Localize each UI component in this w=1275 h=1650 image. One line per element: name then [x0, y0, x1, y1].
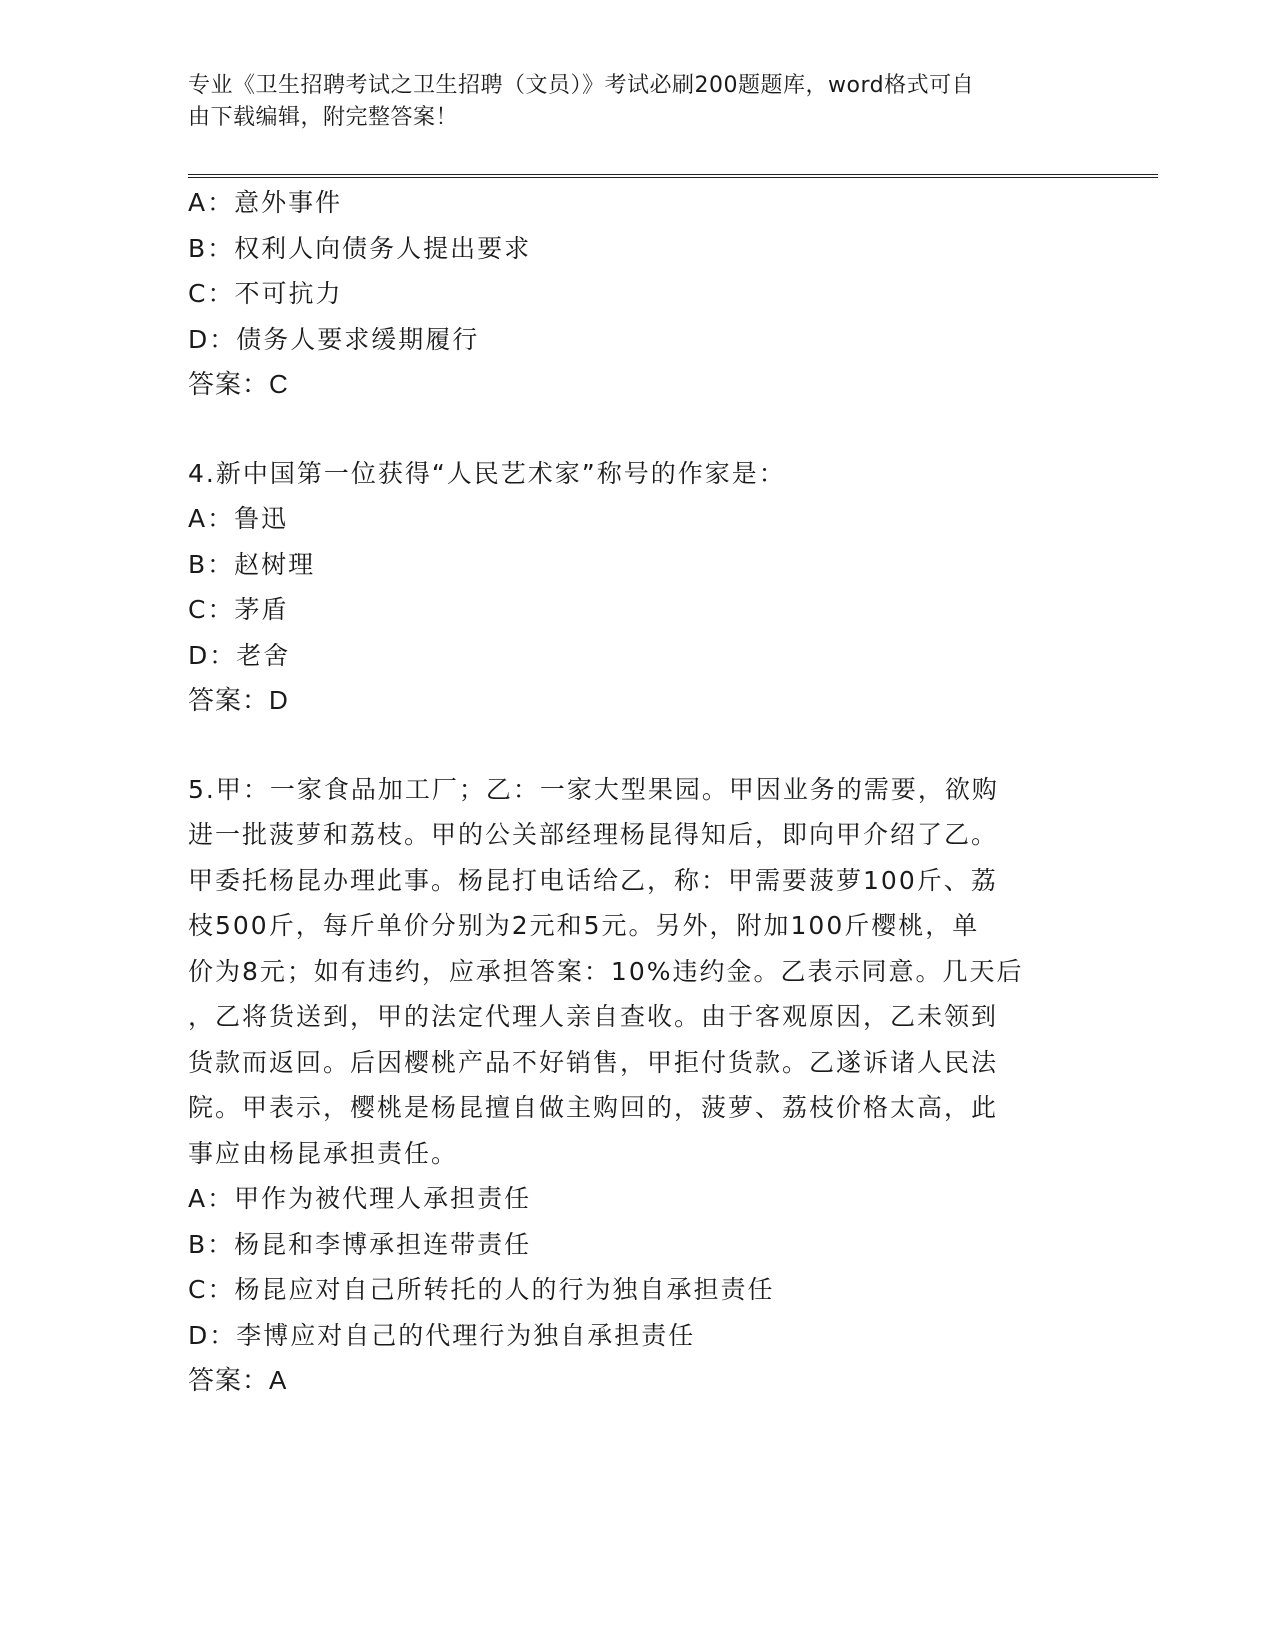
- q5-stem: [188, 767, 1158, 1177]
- q3-answer: 答案：C: [188, 369, 289, 399]
- q4-answer: 答案：D: [188, 685, 289, 715]
- q5-option-a: A：甲作为被代理人承担责任: [188, 1184, 532, 1213]
- document-page: [188, 70, 1158, 1404]
- header-line-2: 由下载编辑，附完整答案！: [188, 105, 459, 130]
- q4-option-c: C：茅盾: [188, 595, 289, 624]
- q5-stem-line: 5.甲：一家食品加工厂；乙：一家大型果园。甲因业务的需要，欲购: [188, 774, 999, 804]
- q5-stem-line: 院。甲表示，樱桃是杨昆擅自做主购回的，菠萝、荔枝价格太高，此: [188, 1093, 999, 1122]
- q5-option-d: D：李博应对自己的代理行为独自承担责任: [188, 1320, 696, 1350]
- question-4: [188, 451, 1158, 724]
- question-3: [188, 180, 1158, 408]
- q4-option-a: A：鲁迅: [188, 504, 289, 533]
- q5-answer: 答案：A: [188, 1365, 288, 1395]
- spacer: [188, 724, 1158, 767]
- question-5: [188, 767, 1158, 1404]
- header-divider: [188, 174, 1158, 178]
- document-header: [188, 70, 1068, 134]
- q4-stem: 4.新中国第一位获得“人民艺术家”称号的作家是：: [188, 458, 786, 488]
- q5-stem-line: 货款而返回。后因樱桃产品不好销售，甲拒付货款。乙遂诉诸人民法: [188, 1047, 999, 1077]
- q5-stem-line: 枝500斤，每斤单价分别为2元和5元。另外，附加100斤樱桃，单: [188, 911, 980, 940]
- q5-stem-line: 价为8元；如有违约，应承担答案：10%违约金。乙表示同意。几天后: [188, 956, 1024, 986]
- q5-stem-line: ，乙将货送到，甲的法定代理人亲自查收。由于客观原因，乙未领到: [188, 1002, 999, 1031]
- q3-option-a: A：意外事件: [188, 188, 343, 217]
- q5-option-b: B：杨昆和李博承担连带责任: [188, 1229, 532, 1259]
- spacer: [188, 408, 1158, 451]
- q5-stem-line: 进一批菠萝和荔枝。甲的公关部经理杨昆得知后，即向甲介绍了乙。: [188, 820, 999, 849]
- q5-stem-line: 事应由杨昆承担责任。: [188, 1138, 459, 1168]
- q4-option-b: B：赵树理: [188, 549, 316, 579]
- q5-stem-line: 甲委托杨昆办理此事。杨昆打电话给乙，称：甲需要菠萝100斤、荔: [188, 865, 998, 895]
- header-line-1: 专业《卫生招聘考试之卫生招聘（文员）》考试必刷200题题库，word格式可自: [188, 73, 975, 98]
- q4-option-d: D：老舍: [188, 640, 291, 670]
- q3-option-b: B：权利人向债务人提出要求: [188, 233, 532, 263]
- q3-option-d: D：债务人要求缓期履行: [188, 324, 480, 354]
- q3-option-c: C：不可抗力: [188, 279, 343, 308]
- q5-option-c: C：杨昆应对自己所转托的人的行为独自承担责任: [188, 1275, 775, 1304]
